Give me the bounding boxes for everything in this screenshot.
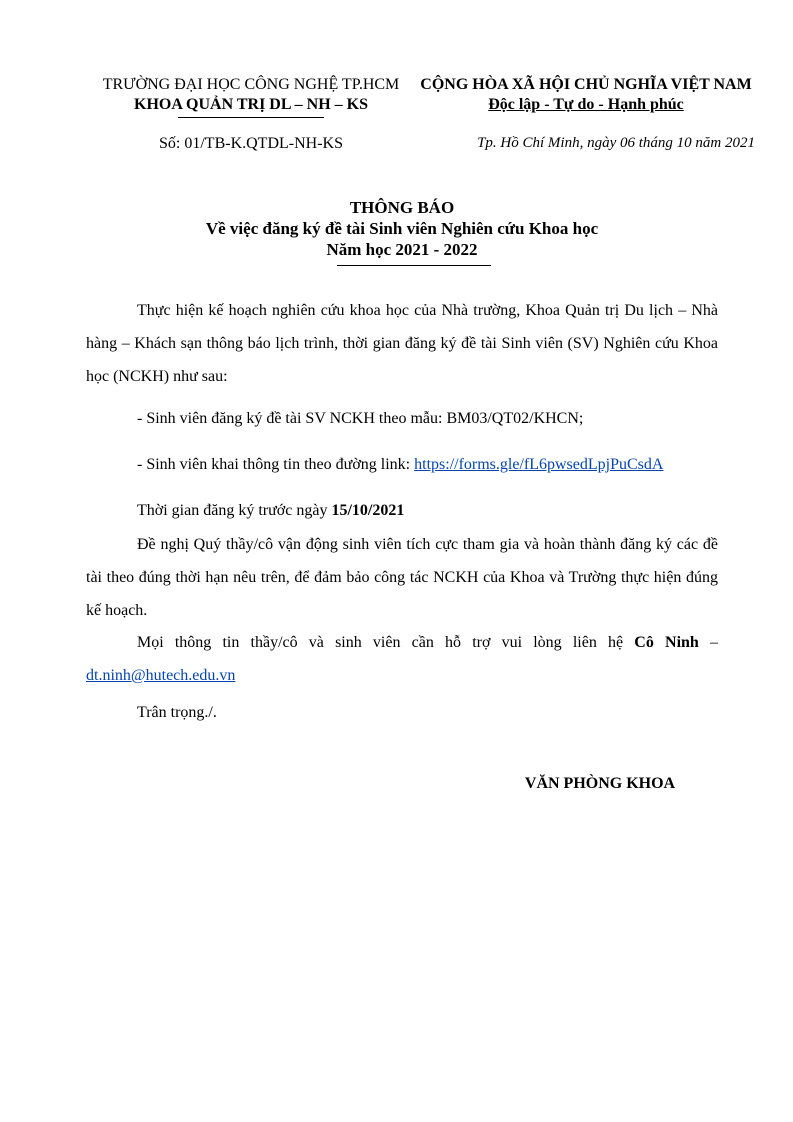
contact-name: Cô Ninh	[634, 634, 699, 651]
bullet-link-prefix: - Sinh viên khai thông tin theo đường link:	[137, 456, 415, 473]
request-paragraph: Đề nghị Quý thầy/cô vận động sinh viên tích cực tham gia và hoàn thành đăng ký các đề tài theo đúng thời hạn nêu trên, để đảm bảo công tác NCKH của Khoa và Trường thực hiện đúng kế hoạch.	[86, 536, 718, 619]
notice-year: Năm học 2021 - 2022	[326, 240, 478, 259]
deadline-line	[137, 494, 737, 527]
faculty-name: KHOA QUẢN TRỊ DL – NH – KS	[134, 96, 368, 113]
deadline-prefix: Thời gian đăng ký trước ngày	[137, 502, 332, 519]
bullet-form-link	[137, 448, 737, 481]
contact-dash: –	[698, 634, 719, 651]
country-motto: Độc lập - Tự do - Hạnh phúc	[488, 96, 684, 113]
faculty-underline	[178, 117, 324, 118]
closing-line: Trân trọng./.	[137, 704, 217, 721]
bullet-form-template: - Sinh viên đăng ký đề tài SV NCKH theo mẫu: BM03/QT02/KHCN;	[137, 410, 584, 427]
signature-office: VĂN PHÒNG KHOA	[524, 775, 676, 792]
intro-paragraph: Thực hiện kế hoạch nghiên cứu khoa học của Nhà trường, Khoa Quản trị Du lịch – Nhà hàng – Khách sạn thông báo lịch trình, thời gian đăng ký đề tài Sinh viên (SV) Nghiên cứu Khoa học (NCKH) như sau:	[86, 302, 718, 385]
country-name: CỘNG HÒA XÃ HỘI CHỦ NGHĨA VIỆT NAM	[420, 76, 752, 93]
registration-form-link[interactable]: https://forms.gle/fL6pwsedLpjPuCsdA	[414, 456, 664, 473]
title-underline	[337, 265, 491, 266]
document-number: Số: 01/TB-K.QTDL-NH-KS	[159, 135, 343, 152]
contact-prefix: Mọi thông tin thầy/cô và sinh viên cần hỗ trợ vui lòng liên hệ	[137, 634, 635, 651]
notice-subject: Về việc đăng ký đề tài Sinh viên Nghiên cứu Khoa học	[205, 219, 599, 238]
deadline-date: 15/10/2021	[331, 502, 405, 519]
place-date: Tp. Hồ Chí Minh, ngày 06 tháng 10 năm 2021	[477, 135, 755, 151]
notice-title: THÔNG BÁO	[349, 198, 455, 217]
contact-paragraph	[86, 626, 718, 692]
contact-email-link[interactable]: dt.ninh@hutech.edu.vn	[86, 667, 236, 684]
school-name: TRƯỜNG ĐẠI HỌC CÔNG NGHỆ TP.HCM	[102, 76, 400, 93]
